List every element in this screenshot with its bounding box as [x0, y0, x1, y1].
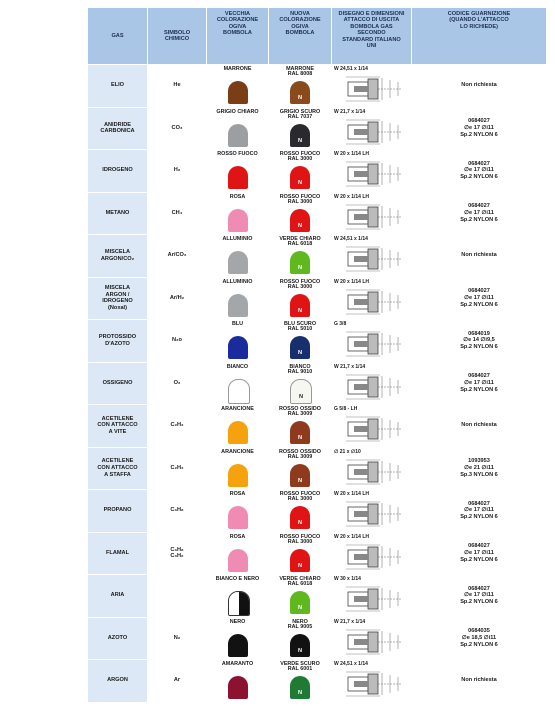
gasket-code: 0684027 ∅e 17 ∅i11 Sp.2 NYLON 6 — [412, 150, 546, 192]
thread-spec: W 24,51 x 1/14 — [334, 661, 368, 667]
gas-name: OSSIGENO — [88, 363, 148, 405]
new-color-cell — [269, 448, 332, 490]
drawing-cell — [332, 490, 412, 532]
old-color-cell — [207, 660, 269, 702]
gas-name: ANIDRIDE CARBONICA — [88, 108, 148, 150]
new-color-label: ROSSO FUOCO RAL 3000 — [279, 278, 321, 290]
outlet-connection-drawing — [344, 329, 406, 359]
table-row — [88, 193, 546, 236]
new-bottle-swatch — [290, 209, 310, 232]
table-row — [88, 320, 546, 363]
old-color-cell — [207, 533, 269, 575]
new-color-label: ROSSO FUOCO RAL 3000 — [279, 151, 321, 163]
old-color-cell — [207, 618, 269, 660]
old-color-cell — [207, 193, 269, 235]
new-color-label: VERDE SCURO RAL 6001 — [280, 661, 320, 673]
new-color-label: ROSSO FUOCO RAL 3000 — [279, 193, 321, 205]
thread-spec: W 24,51 x 1/14 — [334, 66, 368, 72]
drawing-cell — [332, 660, 412, 702]
thread-spec: W 20 x 1/14 LH — [334, 151, 370, 157]
gas-name: MISCELA ARGON/CO₂ — [88, 235, 148, 277]
gas-cylinder-table — [88, 8, 546, 703]
new-bottle-swatch — [290, 506, 310, 529]
outlet-connection-drawing — [344, 499, 406, 529]
old-color-cell — [207, 448, 269, 490]
table-row — [88, 405, 546, 448]
drawing-cell — [332, 363, 412, 405]
chemical-symbol: N₂ — [148, 618, 207, 660]
old-color-label: GRIGIO CHIARO — [216, 108, 259, 115]
gasket-code: 0684019 ∅e 14 ∅i9,5 Sp.2 NYLON 6 — [412, 320, 546, 362]
bottle-letter: N — [297, 180, 303, 186]
thread-spec: W 20 x 1/14 LH — [334, 193, 370, 200]
thread-spec: W 21,7 x 1/14 — [334, 108, 366, 115]
table-row — [88, 448, 546, 491]
new-color-cell — [269, 405, 332, 447]
drawing-cell — [332, 618, 412, 660]
old-bottle-swatch — [228, 464, 248, 487]
bottle-letter: N — [297, 690, 303, 696]
outlet-connection-drawing — [344, 244, 406, 274]
new-bottle-swatch — [290, 634, 310, 657]
bottle-letter: N — [297, 562, 303, 569]
thread-spec: W 20 x 1/14 LH — [334, 533, 370, 540]
gasket-code: Non richiesta — [412, 65, 546, 107]
old-color-cell — [207, 405, 269, 447]
new-color-cell — [269, 65, 332, 107]
thread-spec: G 5/8 - LH — [334, 406, 358, 412]
gasket-code: Non richiesta — [412, 660, 546, 702]
old-bottle-swatch — [228, 336, 248, 359]
table-row — [88, 490, 546, 533]
table-row — [88, 65, 546, 108]
gasket-code: 0684027 ∅e 17 ∅i11 Sp.2 NYLON 6 — [412, 490, 546, 532]
drawing-cell — [332, 278, 412, 320]
new-color-cell — [269, 618, 332, 660]
header-drawing: DISEGNO E DIMENSIONI ATTACCO DI USCITA BOMBOLA GAS SECONDO STANDARD ITALIANO UNI — [332, 8, 412, 64]
new-bottle-swatch — [290, 124, 310, 147]
header-gas: GAS — [88, 8, 148, 64]
gasket-code: 0684027 ∅e 17 ∅i11 Sp.2 NYLON 6 — [412, 278, 546, 320]
new-color-label: NERO RAL 9005 — [287, 618, 313, 630]
gas-name: MISCELA ARGON / IDROGENO (Noxal) — [88, 278, 148, 320]
old-color-cell — [207, 575, 269, 617]
gasket-code: 0684027 ∅e 17 ∅i11 Sp.2 NYLON 6 — [412, 363, 546, 405]
thread-spec: W 24,51 x 1/14 — [334, 236, 368, 242]
old-bottle-swatch — [228, 506, 248, 529]
new-bottle-swatch — [290, 421, 310, 444]
new-color-label: MARRONE RAL 8008 — [286, 66, 314, 78]
chemical-symbol: Ar — [148, 660, 207, 702]
gasket-code: Non richiesta — [412, 235, 546, 277]
gas-name: ARGON — [88, 660, 148, 702]
chemical-symbol: CO₂ — [148, 108, 207, 150]
new-color-cell — [269, 235, 332, 277]
old-bottle-swatch — [228, 676, 248, 699]
new-color-label: ROSSO OSSIDO RAL 3009 — [279, 448, 321, 460]
old-color-cell — [207, 150, 269, 192]
new-color-cell — [269, 490, 332, 532]
table-row — [88, 533, 546, 576]
old-bottle-swatch — [228, 166, 248, 189]
thread-spec: W 20 x 1/14 LH — [334, 491, 370, 497]
new-color-cell — [269, 363, 332, 405]
drawing-cell — [332, 108, 412, 150]
bottle-letter: N — [297, 350, 303, 356]
table-row — [88, 150, 546, 193]
outlet-connection-drawing — [344, 159, 406, 189]
chemical-symbol: N₂o — [148, 320, 207, 362]
gasket-code: 0684027 ∅e 17 ∅i11 Sp.2 NYLON 6 — [412, 193, 546, 235]
gas-name: IDROGENO — [88, 150, 148, 192]
old-bottle-swatch — [228, 549, 248, 572]
chemical-symbol: C₃H₈ C₃H₆ — [148, 533, 207, 575]
old-color-label: BIANCO — [226, 363, 249, 370]
bottle-letter: N — [297, 435, 303, 441]
bottle-letter: N — [297, 647, 303, 654]
old-bottle-swatch — [228, 634, 248, 657]
table-body — [88, 65, 546, 703]
new-color-label: VERDE CHIARO RAL 6018 — [279, 236, 321, 248]
table-row — [88, 660, 546, 703]
bottle-letter: N — [297, 95, 303, 101]
outlet-connection-drawing — [344, 584, 406, 614]
new-bottle-swatch — [290, 294, 310, 317]
table-header — [88, 8, 546, 65]
table-row — [88, 575, 546, 618]
new-bottle-swatch — [290, 379, 312, 404]
chemical-symbol: C₂H₂ — [148, 448, 207, 490]
drawing-cell — [332, 150, 412, 192]
new-color-cell — [269, 575, 332, 617]
outlet-connection-drawing — [344, 457, 406, 487]
old-color-cell — [207, 320, 269, 362]
old-color-cell — [207, 278, 269, 320]
old-color-cell — [207, 108, 269, 150]
drawing-cell — [332, 448, 412, 490]
new-bottle-swatch — [290, 591, 310, 614]
drawing-cell — [332, 65, 412, 107]
outlet-connection-drawing — [344, 202, 406, 232]
old-bottle-half — [229, 592, 239, 615]
old-bottle-swatch — [228, 81, 248, 104]
bottle-letter: N — [298, 393, 304, 400]
new-color-cell — [269, 193, 332, 235]
table-row — [88, 363, 546, 406]
drawing-cell — [332, 405, 412, 447]
chemical-symbol: O₂ — [148, 363, 207, 405]
outlet-connection-drawing — [344, 287, 406, 317]
new-color-label: BLU SCURO RAL 5010 — [283, 321, 317, 333]
table-row — [88, 618, 546, 661]
table-row — [88, 278, 546, 321]
old-color-label: ROSA — [229, 533, 246, 540]
gasket-code: 0684027 ∅e 17 ∅i11 Sp.2 NYLON 6 — [412, 533, 546, 575]
drawing-cell — [332, 193, 412, 235]
header-old-color: VECCHIA COLORAZIONE OGIVA BOMBOLA — [207, 8, 269, 64]
gasket-code: Non richiesta — [412, 405, 546, 447]
new-bottle-swatch — [290, 464, 310, 487]
chemical-symbol: Ar/CO₂ — [148, 235, 207, 277]
chemical-symbol — [148, 575, 207, 617]
new-bottle-swatch — [290, 81, 310, 104]
old-color-label: BLU — [231, 321, 244, 327]
old-color-cell — [207, 235, 269, 277]
new-color-label: GRIGIO SCURO RAL 7037 — [279, 108, 321, 120]
thread-spec: G 3/8 — [334, 321, 347, 327]
old-color-cell — [207, 490, 269, 532]
outlet-connection-drawing — [344, 117, 406, 147]
old-bottle-swatch — [228, 421, 248, 444]
gasket-code: 0684035 ∅e 18,5 ∅i11 Sp.2 NYLON 6 — [412, 618, 546, 660]
header-new-color: NUOVA COLORAZIONE OGIVA BOMBOLA — [269, 8, 332, 64]
bottle-letter: N — [297, 222, 303, 229]
old-color-label: MARRONE — [223, 66, 252, 72]
old-bottle-half — [239, 592, 249, 615]
outlet-connection-drawing — [344, 74, 406, 104]
thread-spec: ∅ 21 x ∅10 — [334, 448, 361, 455]
new-bottle-swatch — [290, 676, 310, 699]
drawing-cell — [332, 320, 412, 362]
chemical-symbol: CH₄ — [148, 193, 207, 235]
header-code: CODICE GUARNIZIONE (QUANDO L'ATTACCO LO RICHIEDE) — [447, 11, 511, 30]
new-color-label: ROSSO OSSIDO RAL 3009 — [279, 406, 321, 418]
outlet-connection-drawing — [344, 372, 406, 402]
drawing-cell — [332, 533, 412, 575]
old-color-label: AMARANTO — [221, 661, 254, 667]
old-bottle-swatch — [228, 124, 248, 147]
bottle-letter: N — [297, 307, 303, 314]
gasket-code: 1093953 ∅e 21 ∅i11 Sp.3 NYLON 6 — [412, 448, 546, 490]
chemical-symbol: H₂ — [148, 150, 207, 192]
new-color-label: VERDE CHIARO RAL 6018 — [279, 576, 321, 588]
new-color-cell — [269, 533, 332, 575]
gasket-code: 0684027 ∅e 17 ∅i11 Sp.2 NYLON 6 — [412, 108, 546, 150]
new-bottle-swatch — [290, 251, 310, 274]
bottle-letter: N — [297, 605, 303, 611]
old-color-label: ALLUMINIO — [222, 278, 253, 285]
chemical-symbol: C₂H₂ — [148, 405, 207, 447]
new-color-cell — [269, 320, 332, 362]
old-color-label: ARANCIONE — [221, 448, 254, 455]
drawing-cell — [332, 235, 412, 277]
outlet-connection-drawing — [344, 627, 406, 657]
old-color-label: ROSA — [229, 491, 246, 497]
chemical-symbol: Ar/H₂ — [148, 278, 207, 320]
new-bottle-swatch — [290, 166, 310, 189]
old-bottle-swatch — [228, 294, 248, 317]
old-bottle-swatch — [228, 251, 248, 274]
table-row — [88, 108, 546, 151]
outlet-connection-drawing — [344, 669, 406, 699]
gas-name: ELIO — [88, 65, 148, 107]
new-color-cell — [269, 108, 332, 150]
old-bottle-swatch — [228, 591, 250, 616]
gas-name: ARIA — [88, 575, 148, 617]
chemical-symbol: C₃H₈ — [148, 490, 207, 532]
old-color-label: ROSSO FUOCO — [217, 151, 258, 157]
thread-spec: W 20 x 1/14 LH — [334, 278, 370, 285]
gas-name: ACETILENE CON ATTACCO A VITE — [88, 405, 148, 447]
new-color-label: BIANCO RAL 9010 — [287, 363, 313, 375]
new-bottle-swatch — [290, 549, 310, 572]
old-color-label: ROSA — [229, 193, 246, 200]
bottle-letter: N — [297, 265, 303, 271]
new-color-cell — [269, 278, 332, 320]
outlet-connection-drawing — [344, 542, 406, 572]
new-color-label: ROSSO FUOCO RAL 3000 — [279, 491, 321, 503]
new-color-cell — [269, 660, 332, 702]
bottle-letter: N — [297, 137, 303, 144]
old-color-label: ALLUMINIO — [222, 236, 253, 242]
old-color-label: BIANCO E NERO — [215, 576, 260, 582]
thread-spec: W 21,7 x 1/14 — [334, 363, 366, 370]
chemical-symbol: He — [148, 65, 207, 107]
thread-spec: W 30 x 1/14 — [334, 576, 361, 582]
gas-name: PROPANO — [88, 490, 148, 532]
drawing-cell — [332, 575, 412, 617]
gas-name: METANO — [88, 193, 148, 235]
gas-name: PROTOSSIDO D'AZOTO — [88, 320, 148, 362]
old-color-cell — [207, 363, 269, 405]
gas-name: ACETILENE CON ATTACCO A STAFFA — [88, 448, 148, 490]
old-color-label: ARANCIONE — [221, 406, 254, 412]
bottle-letter: N — [297, 520, 303, 526]
gasket-code: 0684027 ∅e 17 ∅i11 Sp.2 NYLON 6 — [412, 575, 546, 617]
bottle-letter: N — [297, 477, 303, 484]
gas-name: AZOTO — [88, 618, 148, 660]
old-bottle-swatch — [228, 379, 250, 404]
old-color-label: NERO — [229, 618, 246, 625]
old-bottle-swatch — [228, 209, 248, 232]
old-color-cell — [207, 65, 269, 107]
table-row — [88, 235, 546, 278]
outlet-connection-drawing — [344, 414, 406, 444]
new-color-label: ROSSO FUOCO RAL 3000 — [279, 533, 321, 545]
header-symbol: SIMBOLO CHIMICO — [148, 8, 207, 64]
gas-name: FLAMAL — [88, 533, 148, 575]
new-bottle-swatch — [290, 336, 310, 359]
thread-spec: W 21,7 x 1/14 — [334, 618, 366, 625]
new-color-cell — [269, 150, 332, 192]
